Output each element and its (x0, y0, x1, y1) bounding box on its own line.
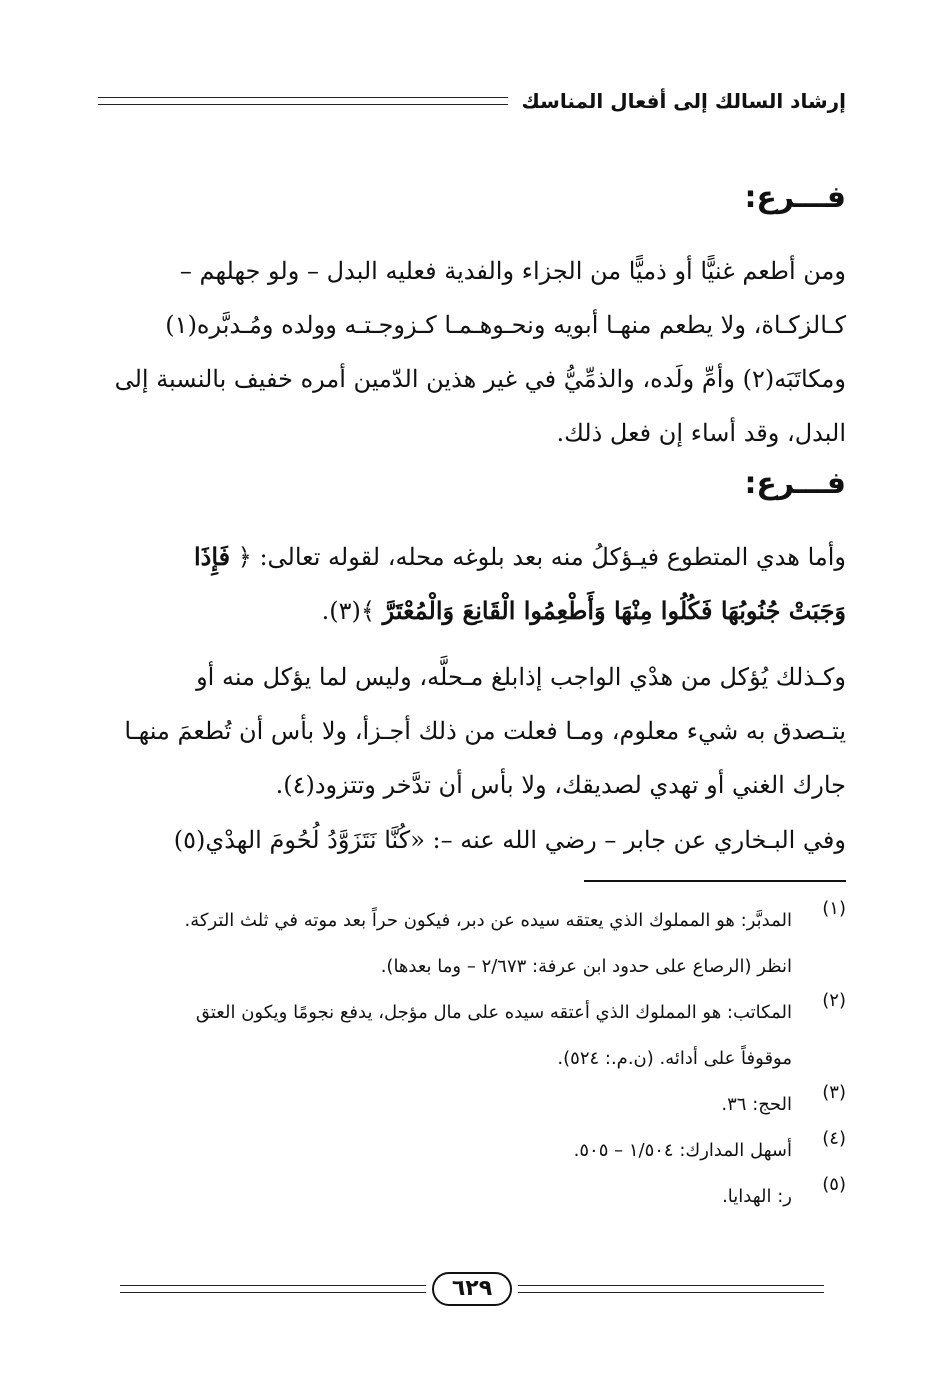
footnote-separator (584, 880, 846, 882)
footnote-text (98, 1174, 792, 1220)
text-line (98, 584, 846, 638)
footer-rule (518, 1285, 824, 1293)
footnote-1 (98, 898, 846, 990)
text-line: ومن أطعم غنيًّا أو ذميًّا من الجزاء والفدية فعليه البدل – ولو جهلهم – (179, 257, 846, 285)
footnote-text (98, 1082, 792, 1128)
text-segment: وأما هدي المتطوع فيـؤكلُ منه بعد بلوغه محله، لقوله تعالى: ﴿ (230, 543, 846, 571)
footnote-line: الحج: ٣٦. (721, 1094, 792, 1115)
quran-verse: فَإِذَا (193, 542, 231, 571)
text-line: وفي البـخاري عن جابر – رضي الله عنه –: «كُنَّا نَتَزَوَّدُ لُحُومَ الهدْي(٥) (173, 826, 846, 854)
text-segment: ﴾(٣). (321, 597, 383, 625)
footnote-text (98, 898, 792, 990)
book-title: إرشاد السالك إلى أفعال المناسك (521, 89, 846, 113)
text-line: ومكاتَبَه(٢) وأمِّ ولَده، والذمِّيُّ في غير هذين الدّمين أمره خفيف بالنسبة إلى (114, 365, 846, 393)
text-line: جارك الغني أو تهدي لصديقك، ولا بأس أن تدَّخر وتتزود(٤). (275, 771, 846, 799)
section-heading-1: فـــرع: (744, 180, 846, 215)
footnote-5 (98, 1174, 846, 1220)
footnote-line: موقوفاً على أدائه. (ن.م.: ٥٢٤). (557, 1048, 792, 1069)
footnote-3 (98, 1082, 846, 1128)
footnotes (98, 898, 846, 1220)
page-number: ٦٢٩ (432, 1272, 512, 1306)
text-line: كـالزكـاة، ولا يطعم منهـا أبويه ونحـوهـمـا كـزوجـتـه وولده ومُـدبَّره(١) (165, 311, 846, 339)
footnote-2 (98, 990, 846, 1082)
footnote-number: (٥) (822, 1174, 846, 1195)
footnote-line: المكاتب: هو المملوك الذي أعتقه سيده على مال مؤجل، يدفع نجومًا ويكون العتق (195, 1002, 792, 1023)
footer-rule (120, 1285, 426, 1293)
footnote-number: (١) (822, 898, 846, 919)
footnote-number: (٣) (822, 1082, 846, 1103)
text-line: وكـذلك يُؤكل من هدْي الواجب إذابلغ مـحلَّه، وليس لما يؤكل منه أو (196, 663, 846, 691)
footnote-text (98, 990, 792, 1082)
footnote-line: المدبَّر: هو المملوك الذي يعتقه سيده عن دبر، فيكون حراً بعد موته في ثلث التركة. (184, 910, 792, 931)
footnote-number: (٤) (822, 1128, 846, 1149)
page-footer (120, 1274, 824, 1304)
text-line: البدل، وقد أساء إن فعل ذلك. (556, 419, 846, 447)
footnote-line: أسهل المدارك: ١/٥٠٤ – ٥٠٥. (573, 1140, 792, 1161)
footnote-line: ر: الهدايا. (722, 1186, 792, 1207)
footnote-text (98, 1128, 792, 1174)
footnote-number: (٢) (822, 990, 846, 1011)
running-header (98, 86, 846, 116)
text-line: يتـصدق به شيء معلوم، ومـا فعلت من ذلك أجـزأ، ولا بأس أن تُطعمَ منهـا (124, 717, 846, 745)
quran-verse: وَجَبَتْ جُنُوبُهَا فَكُلُوا مِنْهَا وَأَطْعِمُوا الْقَانِعَ وَالْمُعْتَرَّ (382, 596, 846, 625)
paragraph-4 (98, 820, 846, 860)
paragraph-2 (98, 530, 846, 638)
header-rule (98, 97, 508, 105)
footnote-4 (98, 1128, 846, 1174)
footnote-line: انظر (الرصاع على حدود ابن عرفة: ٢/٦٧٣ – وما بعدها). (380, 956, 792, 977)
section-heading-2: فـــرع: (744, 466, 846, 501)
paragraph-3 (98, 650, 846, 812)
paragraph-1 (98, 244, 846, 460)
text-line (98, 530, 846, 584)
